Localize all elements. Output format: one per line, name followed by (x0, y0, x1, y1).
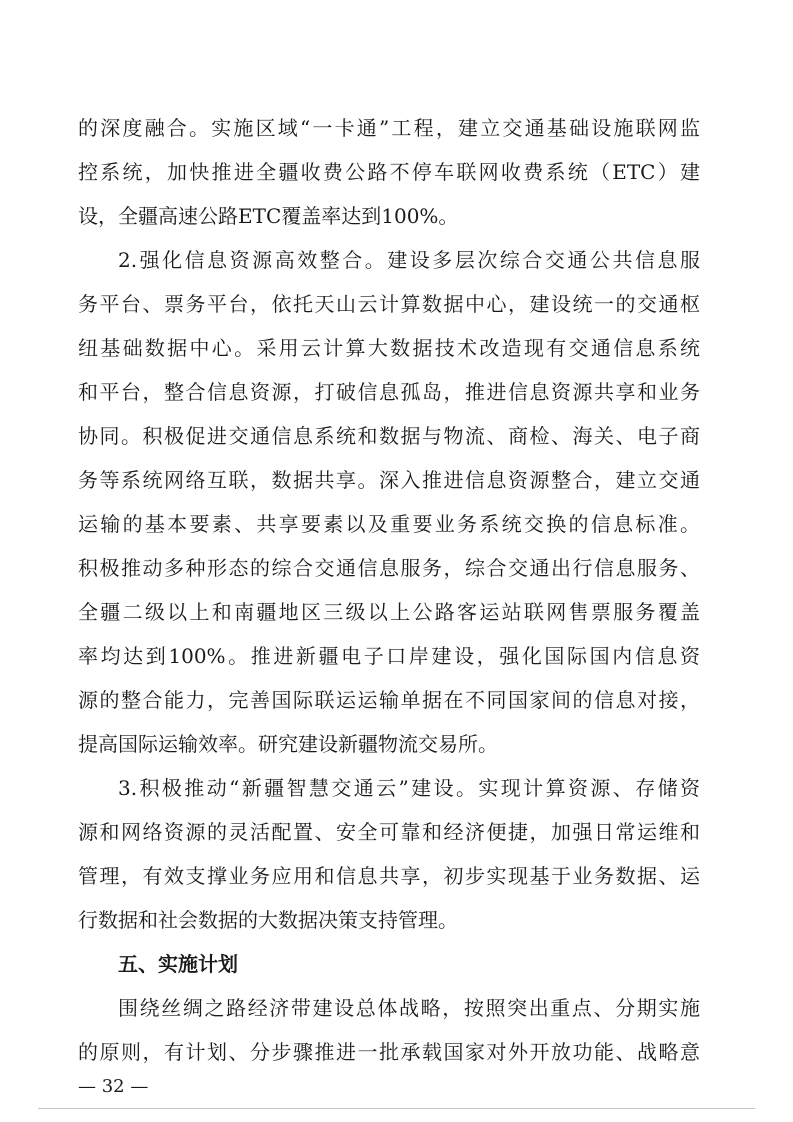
text-line: 务平台、票务平台，依托天山云计算数据中心，建设统一的交通枢 (78, 292, 700, 316)
text-line: 提高国际运输效率。研究建设新疆物流交易所。 (78, 732, 498, 756)
text-line: 管理，有效支撑业务应用和信息共享，初步实现基于业务数据、运 (78, 864, 700, 888)
text-line: 纽基础数据中心。采用云计算大数据技术改造现有交通信息系统 (78, 336, 700, 360)
text-line: 运输的基本要素、共享要素以及重要业务系统交换的信息标准。 (78, 512, 700, 536)
text-line: 设，全疆高速公路ETC覆盖率达到100%。 (78, 204, 459, 228)
text-line: 全疆二级以上和南疆地区三级以上公路客运站联网售票服务覆盖 (78, 600, 700, 624)
text-line: 控系统，加快推进全疆收费公路不停车联网收费系统（ETC）建 (78, 160, 700, 184)
text-line: 围绕丝绸之路经济带建设总体战略，按照突出重点、分期实施 (118, 996, 700, 1020)
text-line: 2.强化信息资源高效整合。建设多层次综合交通公共信息服 (118, 248, 700, 272)
page-number: — 32 — (78, 1076, 149, 1097)
text-line: 协同。积极促进交通信息系统和数据与物流、商检、海关、电子商 (78, 424, 700, 448)
page-divider (38, 1108, 755, 1109)
text-line: 行数据和社会数据的大数据决策支持管理。 (78, 908, 458, 932)
text-line: 源的整合能力，完善国际联运运输单据在不同国家间的信息对接， (78, 688, 700, 712)
text-line: 3.积极推动“新疆智慧交通云”建设。实现计算资源、存储资 (118, 776, 700, 800)
text-line: 积极推动多种形态的综合交通信息服务，综合交通出行信息服务、 (78, 556, 700, 580)
text-line: 源和网络资源的灵活配置、安全可靠和经济便捷，加强日常运维和 (78, 820, 700, 844)
text-line: 务等系统网络互联，数据共享。深入推进信息资源整合，建立交通 (78, 468, 700, 492)
text-line: 率均达到100%。推进新疆电子口岸建设，强化国际国内信息资 (78, 644, 700, 668)
section-heading: 五、实施计划 (118, 952, 238, 976)
text-line: 的深度融合。实施区域“一卡通”工程，建立交通基础设施联网监 (78, 116, 700, 140)
text-line: 的原则，有计划、分步骤推进一批承载国家对外开放功能、战略意 (78, 1040, 700, 1064)
text-line: 和平台，整合信息资源，打破信息孤岛，推进信息资源共享和业务 (78, 380, 700, 404)
